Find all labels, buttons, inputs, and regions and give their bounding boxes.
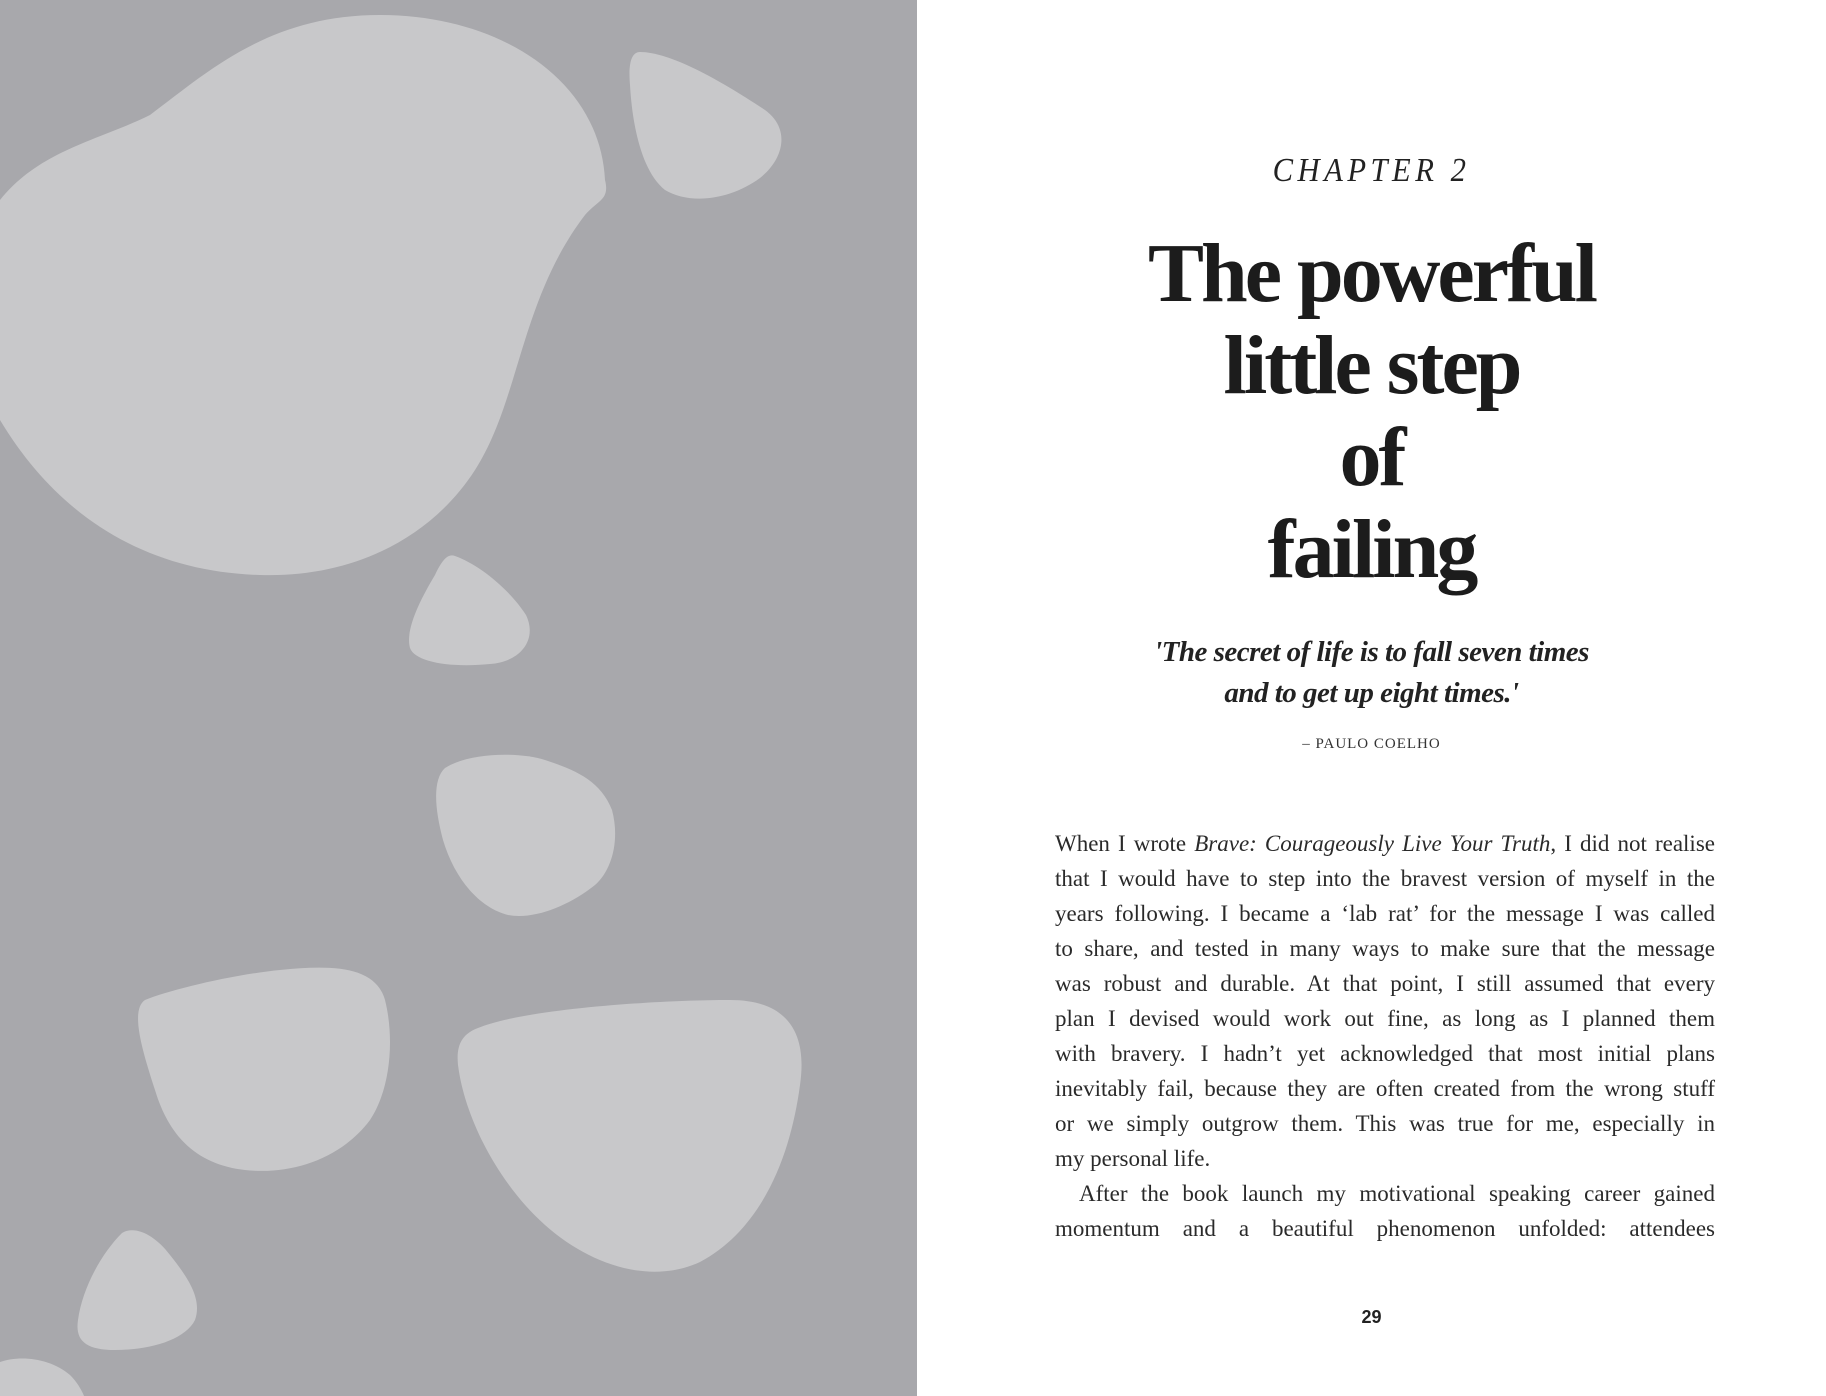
title-line: of	[1339, 411, 1404, 504]
body-line	[1055, 826, 1715, 861]
chapter-title	[917, 228, 1826, 596]
corner-pebble-shape	[77, 1230, 197, 1350]
body-line: to share, and tested in many ways to make sure that the message	[1055, 936, 1715, 961]
title-line: failing	[1267, 503, 1476, 596]
epigraph-line: 'The secret of life is to fall seven times	[1154, 636, 1589, 668]
body-line: plan I devised would work out fine, as long as I planned them	[1055, 1006, 1715, 1031]
body-text-segment: , I did not realise	[1550, 831, 1715, 856]
title-line: little step	[1223, 319, 1520, 412]
body-text	[1055, 826, 1715, 1246]
body-line: with bravery. I hadn’t yet acknowledged that most initial plans	[1055, 1041, 1715, 1066]
edge-pebble-shape	[0, 1358, 84, 1396]
epigraph-quote	[917, 632, 1826, 714]
body-line: After the book launch my motivational speaking career gained	[1079, 1181, 1715, 1206]
body-line: my personal life.	[1055, 1146, 1211, 1171]
body-line: was robust and durable. At that point, I still assumed that every	[1055, 971, 1715, 996]
page-number: 29	[1361, 1307, 1382, 1327]
small-pebble-shape	[629, 52, 781, 199]
right-page	[917, 0, 1826, 1396]
mid-pebble-shape	[436, 755, 615, 916]
body-text-segment: When I wrote	[1055, 831, 1195, 856]
book-title: Brave: Courageously Live Your Truth	[1194, 831, 1551, 856]
body-line: momentum and a beautiful phenomenon unfolded: attendees	[1055, 1216, 1715, 1241]
epigraph-line: and to get up eight times.'	[1224, 677, 1519, 709]
large-pebble-shape	[0, 15, 606, 575]
title-line: The powerful	[1148, 227, 1595, 320]
epigraph-attribution: – PAULO COELHO	[1302, 736, 1441, 752]
bottom-pebble-shape	[458, 1000, 802, 1272]
chapter-label: CHAPTER 2	[1272, 152, 1471, 189]
body-line: inevitably fail, because they are often created from the wrong stuff	[1055, 1076, 1715, 1101]
body-line: or we simply outgrow them. This was true for me, especially in	[1055, 1111, 1715, 1136]
left-pebble-shape	[138, 968, 390, 1171]
tiny-pebble-shape	[409, 555, 530, 665]
body-line: years following. I became a ‘lab rat’ for the message I was called	[1055, 901, 1715, 926]
body-line: that I would have to step into the bravest version of myself in the	[1055, 866, 1715, 891]
